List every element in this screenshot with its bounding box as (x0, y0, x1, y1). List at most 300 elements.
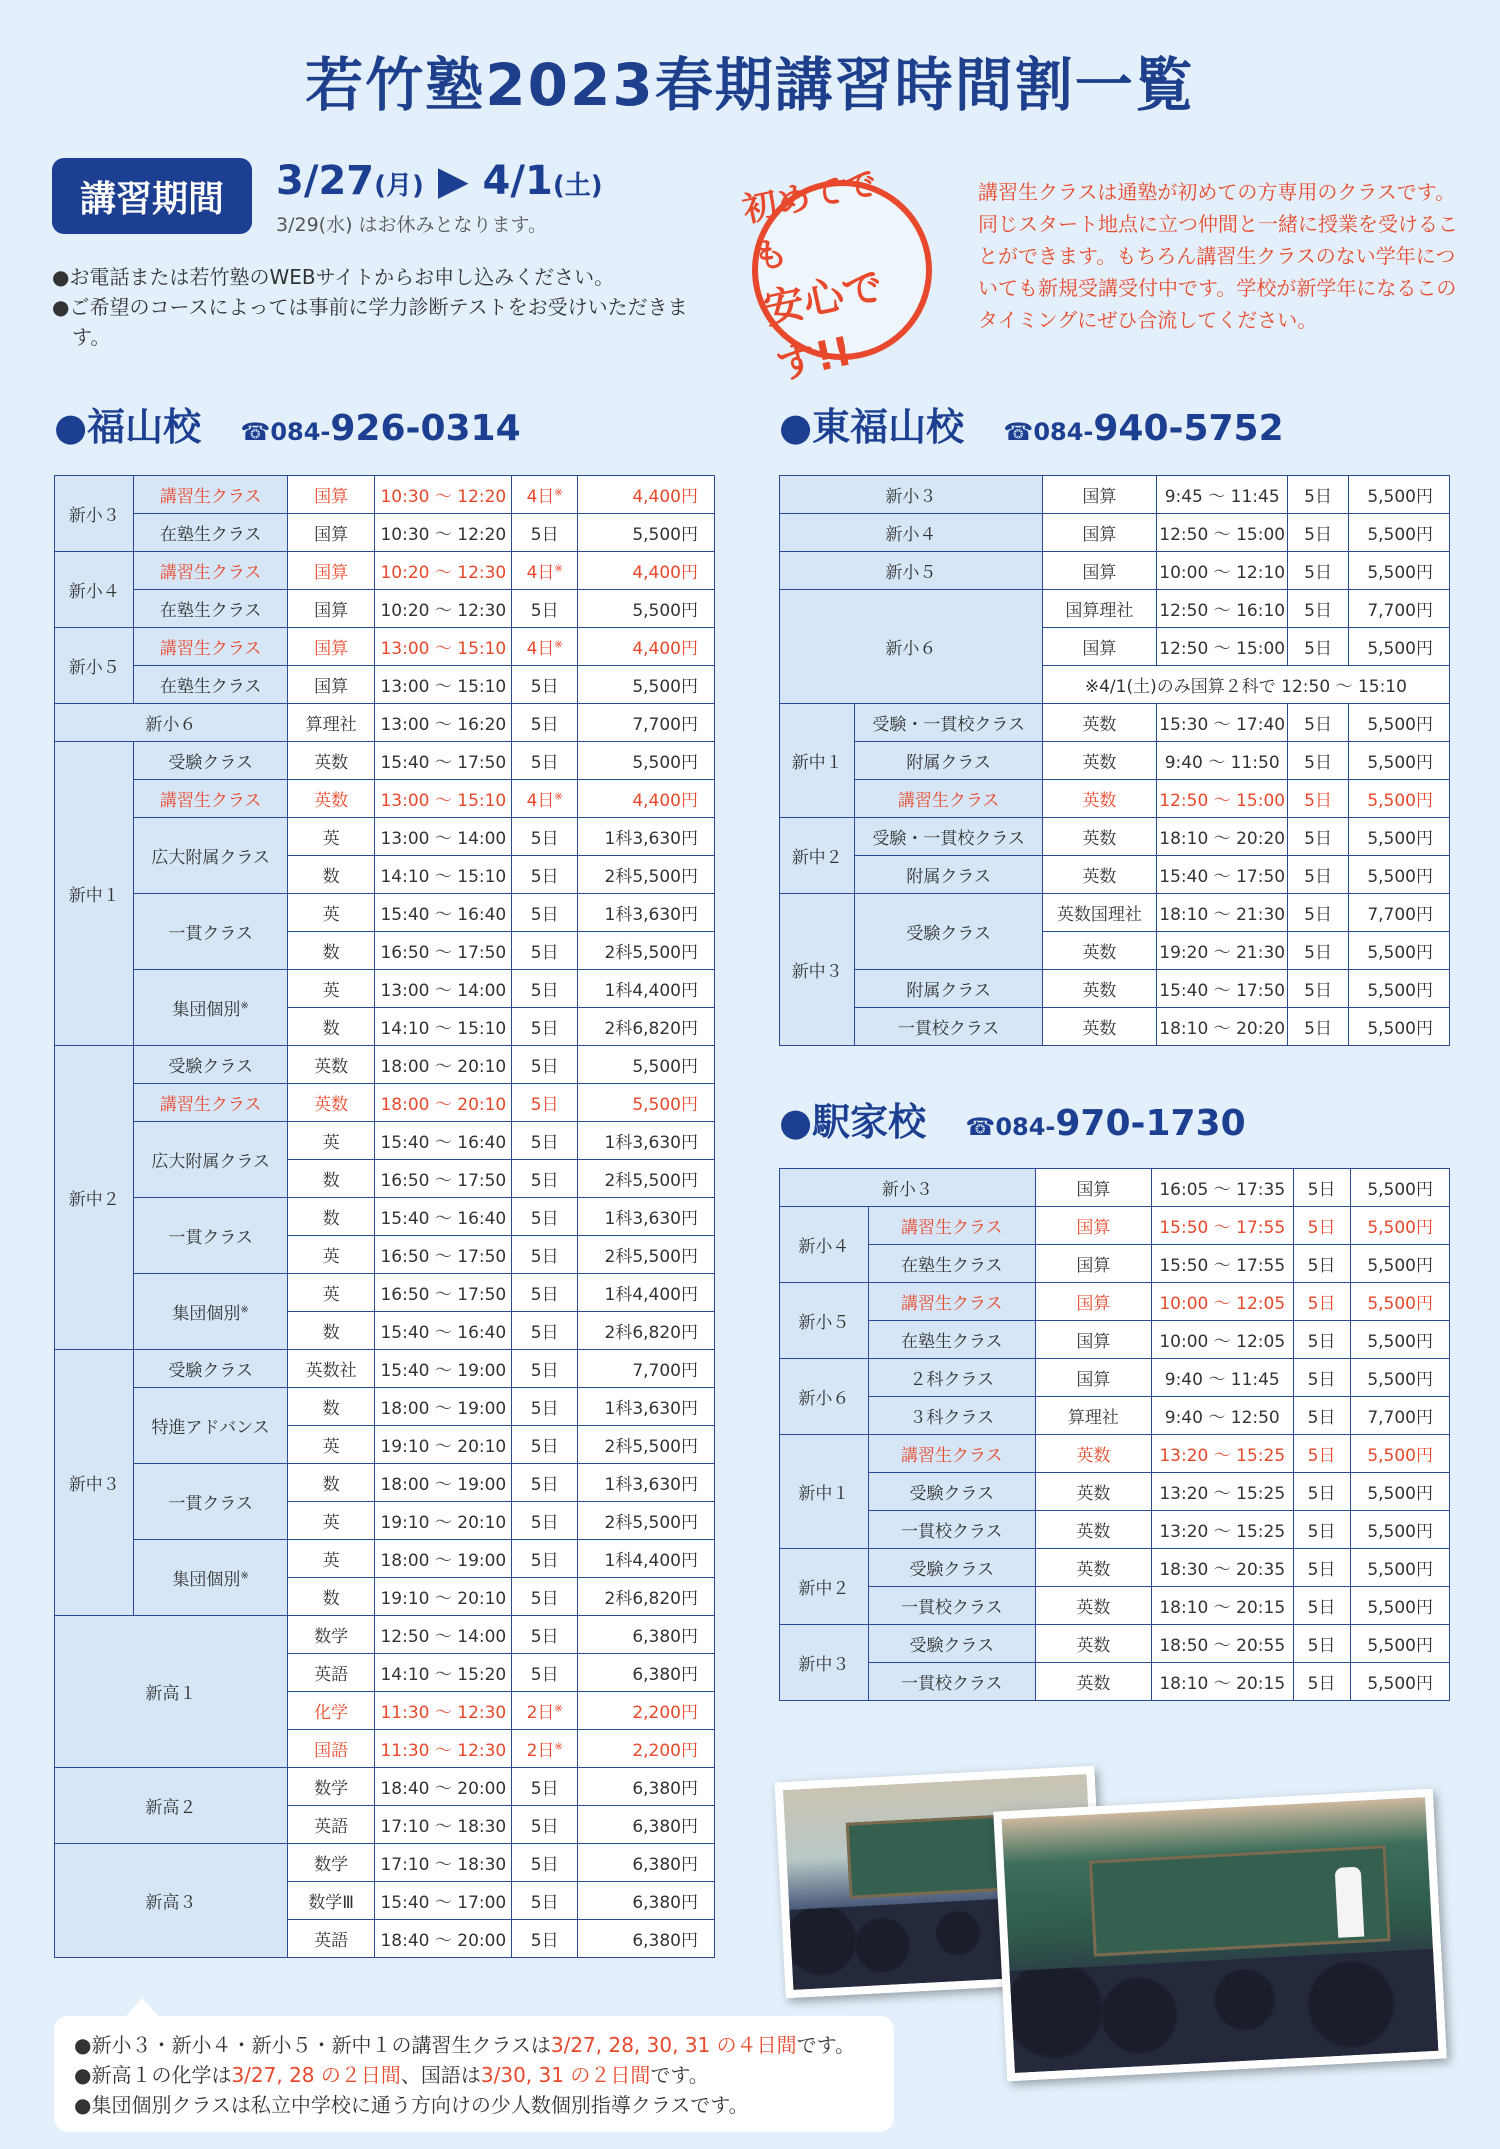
table-cell: 5日 (512, 818, 578, 856)
table-cell: 5,500円 (1348, 932, 1449, 970)
table-row (780, 704, 1450, 742)
table-cell: 15:50 ～ 17:55 (1151, 1245, 1293, 1283)
table-cell: 英数 (1042, 970, 1156, 1008)
table-row (780, 742, 1450, 780)
table-cell: 4日※ (512, 552, 578, 590)
table-cell: 6,380円 (578, 1616, 715, 1654)
timetable-higashifukuyama (779, 475, 1450, 1046)
table-row (55, 628, 715, 666)
table-cell: 受験クラス (134, 742, 287, 780)
table-cell: 18:50 ～ 20:55 (1151, 1625, 1293, 1663)
table-cell: 5,500円 (1348, 1008, 1449, 1046)
table-cell: 5日 (1293, 1511, 1350, 1549)
table-cell: 数学 (287, 1768, 375, 1806)
table-cell: 2科5,500円 (578, 1236, 715, 1274)
table-cell: 4,400円 (578, 780, 715, 818)
table-row (780, 818, 1450, 856)
timetable-ekiya (779, 1168, 1450, 1701)
period-range (276, 158, 603, 204)
table-cell: 在塾生クラス (134, 666, 287, 704)
phone-prefix: 084- (270, 418, 331, 446)
table-cell: ３科クラス (868, 1397, 1035, 1435)
table-cell: 5,500円 (1348, 780, 1449, 818)
table-cell: 13:00 ～ 14:00 (375, 970, 512, 1008)
table-cell: 18:40 ～ 20:00 (375, 1768, 512, 1806)
table-row (780, 514, 1450, 552)
table-cell: 新中３ (780, 894, 855, 1046)
application-notes (52, 262, 692, 352)
table-cell: 国算 (1035, 1283, 1151, 1321)
table-cell: 2,200円 (578, 1730, 715, 1768)
table-cell: 英数 (1042, 856, 1156, 894)
table-cell: 5日 (512, 856, 578, 894)
table-cell: 5日 (512, 666, 578, 704)
table-cell: 18:10 ～ 20:15 (1151, 1663, 1293, 1701)
table-cell: 附属クラス (855, 742, 1042, 780)
table-cell: 9:45 ～ 11:45 (1156, 476, 1287, 514)
table-cell: 5日 (512, 1654, 578, 1692)
table-cell: 数 (287, 856, 375, 894)
table-row (55, 1350, 715, 1388)
campus-heading-fukuyama (54, 396, 521, 451)
table-cell: 5日 (1288, 780, 1348, 818)
table-cell: 13:00 ～ 15:10 (375, 628, 512, 666)
table-cell: 英数国理社 (1042, 894, 1156, 932)
table-cell: 18:10 ～ 20:20 (1156, 818, 1287, 856)
table-row (780, 1511, 1450, 1549)
table-cell: 5日 (1288, 476, 1348, 514)
phone-icon: ☎ (965, 1113, 996, 1141)
table-cell: 5日 (1288, 1008, 1348, 1046)
reassurance-stamp (735, 163, 948, 390)
table-cell: 5日 (512, 590, 578, 628)
table-cell: 6,380円 (578, 1806, 715, 1844)
footnote-highlight: 3/27, 28 の２日間 (231, 2063, 401, 2087)
table-cell: 英語 (287, 1654, 375, 1692)
table-row (55, 1616, 715, 1654)
table-row (55, 514, 715, 552)
table-cell: 英数 (1035, 1549, 1151, 1587)
promo-text: 講習生クラスは通塾が初めての方専用のクラスです。同じスタート地点に立つ仲間と一緒に授業を受けることができます。もちろん講習生クラスのない学年についても新規受講受付中です。学校が新学年になるこのタイミングにぜひ合流してください。 (978, 180, 1458, 332)
table-cell: 9:40 ～ 11:45 (1151, 1359, 1293, 1397)
table-cell: 国算 (1042, 552, 1156, 590)
table-cell: 5日 (1288, 856, 1348, 894)
table-row (55, 1274, 715, 1312)
table-row (55, 1046, 715, 1084)
period-note: 3/29(水) はお休みとなります。 (276, 214, 548, 236)
table-row (55, 1388, 715, 1426)
table-cell: 英語 (287, 1806, 375, 1844)
table-cell: 18:10 ～ 20:20 (1156, 1008, 1287, 1046)
table-cell: 9:40 ～ 11:50 (1156, 742, 1287, 780)
table-cell: 一貫校クラス (868, 1587, 1035, 1625)
table-cell: 新小４ (780, 514, 1043, 552)
table-cell: 18:00 ～ 19:00 (375, 1540, 512, 1578)
table-cell: 数 (287, 1312, 375, 1350)
table-cell: 5日 (1293, 1359, 1350, 1397)
footnote-highlight: 3/27, 28, 30, 31 の４日間 (550, 2033, 797, 2057)
table-cell: 数学 (287, 1844, 375, 1882)
table-cell: 新小５ (780, 1283, 869, 1359)
table-cell: 2日※ (512, 1692, 578, 1730)
table-cell: 5日 (512, 1426, 578, 1464)
table-cell: 18:10 ～ 21:30 (1156, 894, 1287, 932)
table-cell: 一貫校クラス (855, 1008, 1042, 1046)
table-cell: 国算 (1035, 1359, 1151, 1397)
table-row (55, 666, 715, 704)
table-cell: 6,380円 (578, 1882, 715, 1920)
table-cell: 受験・一貫校クラス (855, 704, 1042, 742)
table-cell: 5日 (512, 1198, 578, 1236)
table-row (55, 1122, 715, 1160)
table-cell: 10:30 ～ 12:20 (375, 514, 512, 552)
table-cell: 15:40 ～ 17:00 (375, 1882, 512, 1920)
table-row (780, 1359, 1450, 1397)
table-cell: 6,380円 (578, 1920, 715, 1958)
table-cell: 新高２ (55, 1768, 288, 1844)
table-cell: 7,700円 (578, 704, 715, 742)
table-cell: 2科5,500円 (578, 1160, 715, 1198)
table-cell: 在塾生クラス (868, 1321, 1035, 1359)
table-cell: 15:30 ～ 17:40 (1156, 704, 1287, 742)
note-item: ●ご希望のコースによっては事前に学力診断テストをお受けいただきます。 (52, 295, 688, 349)
footnote-text: ●新小３・新小４・新小５・新中１の講習生クラスは (74, 2033, 551, 2057)
table-cell: 一貫校クラス (868, 1663, 1035, 1701)
table-cell: 15:40 ～ 17:50 (1156, 970, 1287, 1008)
table-cell: 5日 (512, 1008, 578, 1046)
table-cell: 英数 (287, 1084, 375, 1122)
table-cell: 5,500円 (578, 514, 715, 552)
table-cell: 13:00 ～ 15:10 (375, 666, 512, 704)
table-row (780, 476, 1450, 514)
bottom-notes (54, 2016, 894, 2132)
table-cell: 国算 (1035, 1169, 1151, 1207)
table-cell: 15:40 ～ 17:50 (1156, 856, 1287, 894)
table-cell: 国算 (1035, 1207, 1151, 1245)
table-cell: 国算 (287, 628, 375, 666)
period-start-day: (月) (374, 171, 424, 201)
table-cell: 1科4,400円 (578, 1274, 715, 1312)
table-cell: 5日 (512, 1920, 578, 1958)
table-cell: 英数 (1042, 932, 1156, 970)
table-cell: 2科5,500円 (578, 1502, 715, 1540)
table-cell: 6,380円 (578, 1844, 715, 1882)
table-cell: 2,200円 (578, 1692, 715, 1730)
table-cell: 5,500円 (1348, 552, 1449, 590)
table-cell: 18:00 ～ 20:10 (375, 1046, 512, 1084)
table-cell: 5日 (512, 1388, 578, 1426)
table-cell: 18:00 ～ 20:10 (375, 1084, 512, 1122)
table-row (55, 742, 715, 780)
phone-main: 970-1730 (1055, 1103, 1246, 1144)
table-cell: 数 (287, 1008, 375, 1046)
table-cell: 5日 (1293, 1473, 1350, 1511)
table-cell: 5,500円 (1350, 1549, 1449, 1587)
table-cell: 新中１ (55, 742, 134, 1046)
table-cell: 16:50 ～ 17:50 (375, 1236, 512, 1274)
period-end: 4/1 (482, 158, 553, 204)
phone-main: 940-5752 (1093, 408, 1284, 449)
arrow-icon: ▶ (437, 158, 469, 204)
table-cell: 10:00 ～ 12:10 (1156, 552, 1287, 590)
table-cell: 国語 (287, 1730, 375, 1768)
table-cell: 1科3,630円 (578, 1122, 715, 1160)
table-cell: 5日 (512, 1806, 578, 1844)
table-row (780, 970, 1450, 1008)
table-cell: 11:30 ～ 12:30 (375, 1730, 512, 1768)
table-cell: 5,500円 (1350, 1435, 1449, 1473)
campus-heading-ekiya (779, 1091, 1246, 1146)
table-cell: 英 (287, 1236, 375, 1274)
table-row (780, 856, 1450, 894)
table-cell: 5,500円 (1348, 818, 1449, 856)
table-row (55, 894, 715, 932)
footnote-text: です。 (650, 2063, 709, 2087)
table-cell: 英数社 (287, 1350, 375, 1388)
period-badge: 講習期間 (52, 158, 252, 234)
table-cell: 新小６ (780, 1359, 869, 1435)
timetable-fukuyama (54, 475, 715, 1958)
table-cell: 5,500円 (578, 742, 715, 780)
table-cell: 数学 (287, 1616, 375, 1654)
table-row (780, 590, 1450, 628)
table-cell: 5日 (512, 704, 578, 742)
table-row (780, 1321, 1450, 1359)
table-cell: 13:00 ～ 14:00 (375, 818, 512, 856)
table-cell: 英 (287, 1426, 375, 1464)
table-cell: 18:30 ～ 20:35 (1151, 1549, 1293, 1587)
table-cell: 6,380円 (578, 1768, 715, 1806)
table-cell: 在塾生クラス (134, 514, 287, 552)
table-cell: 受験クラス (868, 1473, 1035, 1511)
table-row (55, 780, 715, 818)
table-row (55, 1540, 715, 1578)
table-cell: 一貫クラス (134, 894, 287, 970)
table-cell: 5日 (512, 1274, 578, 1312)
table-cell: 英数 (287, 1046, 375, 1084)
table-cell: 2科6,820円 (578, 1578, 715, 1616)
table-cell: 国算 (1042, 514, 1156, 552)
table-cell: 2科5,500円 (578, 932, 715, 970)
table-cell: 英数 (1035, 1473, 1151, 1511)
table-cell: 5日 (1288, 932, 1348, 970)
table-row (780, 1549, 1450, 1587)
table-cell: 5日 (1288, 590, 1348, 628)
table-cell: 一貫クラス (134, 1464, 287, 1540)
table-cell: 18:40 ～ 20:00 (375, 1920, 512, 1958)
phone-number (965, 1103, 1245, 1144)
table-cell: 16:50 ～ 17:50 (375, 1274, 512, 1312)
stamp-line: 初めてでも (739, 163, 881, 279)
table-cell: 広大附属クラス (134, 1122, 287, 1198)
table-cell: 5,500円 (1348, 704, 1449, 742)
table-cell: 14:10 ～ 15:10 (375, 1008, 512, 1046)
table-cell: 英 (287, 1502, 375, 1540)
footnote-text: です。 (796, 2033, 856, 2057)
table-cell: 11:30 ～ 12:30 (375, 1692, 512, 1730)
table-cell: 講習生クラス (134, 1084, 287, 1122)
table-cell: 新中２ (780, 1549, 869, 1625)
table-row (55, 1084, 715, 1122)
table-cell: 新小３ (780, 476, 1043, 514)
stamp-line: 安心です!! (760, 263, 887, 390)
table-cell: 5日 (512, 1122, 578, 1160)
table-cell: 15:40 ～ 19:00 (375, 1350, 512, 1388)
table-row (780, 780, 1450, 818)
table-row (780, 1245, 1450, 1283)
table-cell: 13:00 ～ 15:10 (375, 780, 512, 818)
table-cell: 13:00 ～ 16:20 (375, 704, 512, 742)
table-row (55, 818, 715, 856)
table-cell: 英 (287, 1274, 375, 1312)
table-row (55, 1464, 715, 1502)
table-row (780, 552, 1450, 590)
table-cell: 広大附属クラス (134, 818, 287, 894)
table-cell: 7,700円 (1348, 894, 1449, 932)
table-cell: 14:10 ～ 15:20 (375, 1654, 512, 1692)
table-cell: 9:40 ～ 12:50 (1151, 1397, 1293, 1435)
table-cell: 5日 (1288, 704, 1348, 742)
table-row (55, 552, 715, 590)
table-cell: 5日 (512, 1236, 578, 1274)
table-cell: 新高３ (55, 1844, 288, 1958)
table-cell: 15:40 ～ 16:40 (375, 1198, 512, 1236)
table-cell: 1科3,630円 (578, 818, 715, 856)
table-cell: 英 (287, 894, 375, 932)
table-cell: 新高１ (55, 1616, 288, 1768)
table-cell: 15:40 ～ 16:40 (375, 894, 512, 932)
table-cell: 10:30 ～ 12:20 (375, 476, 512, 514)
table-cell: ※4/1(土)のみ国算２科で 12:50 ～ 15:10 (1042, 666, 1449, 704)
table-cell: 算理社 (1035, 1397, 1151, 1435)
table-cell: 受験・一貫校クラス (855, 818, 1042, 856)
table-cell: 15:40 ～ 17:50 (375, 742, 512, 780)
table-cell: 7,700円 (578, 1350, 715, 1388)
table-cell: 19:10 ～ 20:10 (375, 1426, 512, 1464)
table-cell: 英数 (1035, 1511, 1151, 1549)
table-cell: 12:50 ～ 15:00 (1156, 514, 1287, 552)
table-cell: 英 (287, 1122, 375, 1160)
table-cell: 2科6,820円 (578, 1312, 715, 1350)
table-cell: 集団個別※ (134, 1540, 287, 1616)
table-cell: 5日 (1288, 514, 1348, 552)
table-cell: 5日 (512, 1046, 578, 1084)
table-cell: 5日 (1293, 1397, 1350, 1435)
table-cell: 18:00 ～ 19:00 (375, 1388, 512, 1426)
table-row (780, 1587, 1450, 1625)
table-cell: 17:10 ～ 18:30 (375, 1806, 512, 1844)
table-cell: 12:50 ～ 14:00 (375, 1616, 512, 1654)
table-cell: 5,500円 (1350, 1625, 1449, 1663)
table-cell: 18:10 ～ 20:15 (1151, 1587, 1293, 1625)
table-cell: 算理社 (287, 704, 375, 742)
phone-main: 926-0314 (330, 408, 521, 449)
table-cell: 5,500円 (1350, 1283, 1449, 1321)
table-cell: 14:10 ～ 15:10 (375, 856, 512, 894)
table-cell: 5日 (512, 1578, 578, 1616)
footnote-text: 、国語は (400, 2063, 481, 2087)
table-cell: 講習生クラス (134, 552, 287, 590)
table-cell: 4,400円 (578, 628, 715, 666)
table-cell: 新小６ (55, 704, 288, 742)
table-row (55, 1844, 715, 1882)
table-cell: ２科クラス (868, 1359, 1035, 1397)
phone-prefix: 084- (1033, 418, 1094, 446)
table-cell: 5,500円 (1348, 856, 1449, 894)
table-cell: 一貫校クラス (868, 1511, 1035, 1549)
table-cell: 1科3,630円 (578, 1198, 715, 1236)
table-cell: 英数 (1035, 1587, 1151, 1625)
table-cell: 4日※ (512, 628, 578, 666)
table-cell: 講習生クラス (868, 1283, 1035, 1321)
table-cell: 5日 (1293, 1435, 1350, 1473)
table-cell: 新小３ (55, 476, 134, 552)
table-cell: 受験クラス (134, 1046, 287, 1084)
table-row (780, 1435, 1450, 1473)
table-cell: 5日 (512, 1616, 578, 1654)
table-cell: 5日 (512, 1084, 578, 1122)
table-cell: 英 (287, 818, 375, 856)
table-cell: 5日 (512, 1502, 578, 1540)
table-cell: 15:40 ～ 16:40 (375, 1122, 512, 1160)
table-cell: 5日 (512, 894, 578, 932)
table-cell: 講習生クラス (855, 780, 1042, 818)
table-cell: 5日 (1293, 1207, 1350, 1245)
table-cell: 2科5,500円 (578, 856, 715, 894)
table-cell: 19:10 ～ 20:10 (375, 1502, 512, 1540)
table-cell: 国算理社 (1042, 590, 1156, 628)
table-cell: 国算 (287, 590, 375, 628)
table-row (780, 1207, 1450, 1245)
table-cell: 4,400円 (578, 552, 715, 590)
campus-heading-higashifukuyama (779, 396, 1284, 451)
table-row (780, 1625, 1450, 1663)
table-cell: 5,500円 (1348, 514, 1449, 552)
table-cell: 10:00 ～ 12:05 (1151, 1283, 1293, 1321)
table-cell: 13:20 ～ 15:25 (1151, 1511, 1293, 1549)
campus-name: ●駅家校 (779, 1100, 927, 1144)
table-row (780, 1473, 1450, 1511)
table-cell: 英数 (1035, 1435, 1151, 1473)
classroom-photo (993, 1789, 1447, 2082)
table-cell: 集団個別※ (134, 970, 287, 1046)
table-cell: 5日 (512, 1160, 578, 1198)
table-cell: 5日 (1293, 1663, 1350, 1701)
table-cell: 英数 (1042, 1008, 1156, 1046)
table-row (55, 590, 715, 628)
table-cell: 国算 (1042, 476, 1156, 514)
table-cell: 1科3,630円 (578, 1464, 715, 1502)
table-cell: 5日 (1293, 1169, 1350, 1207)
table-cell: 5日 (512, 742, 578, 780)
table-cell: 受験クラス (855, 894, 1042, 970)
table-cell: 7,700円 (1348, 590, 1449, 628)
table-cell: 5日 (512, 970, 578, 1008)
table-cell: 新中１ (780, 704, 855, 818)
table-cell: 15:40 ～ 16:40 (375, 1312, 512, 1350)
table-row (55, 1768, 715, 1806)
period-end-day: (土) (552, 171, 603, 201)
table-cell: 新小３ (780, 1169, 1036, 1207)
table-cell: 4日※ (512, 780, 578, 818)
table-row (780, 1169, 1450, 1207)
table-cell: 5,500円 (1348, 476, 1449, 514)
table-cell: 5,500円 (1350, 1245, 1449, 1283)
table-cell: 10:20 ～ 12:30 (375, 552, 512, 590)
table-cell: 5,500円 (578, 666, 715, 704)
footnote (74, 2060, 874, 2090)
table-cell: 5日 (1288, 818, 1348, 856)
